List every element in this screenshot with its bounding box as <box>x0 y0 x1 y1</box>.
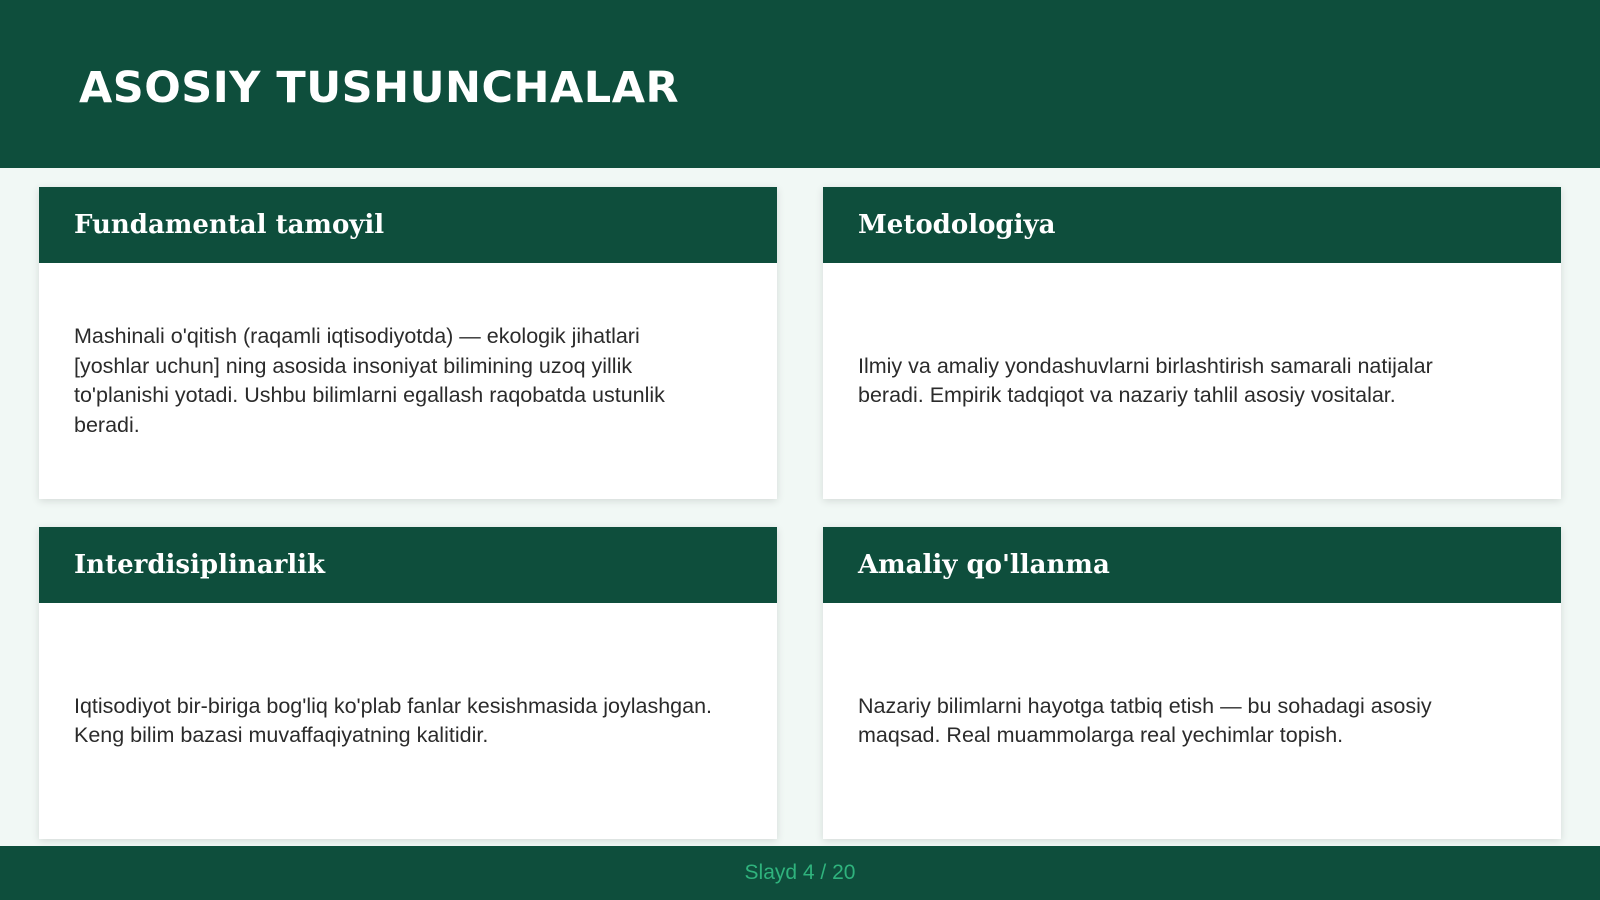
card-title: Interdisiplinarlik <box>74 550 326 580</box>
card-title: Fundamental tamoyil <box>74 210 385 240</box>
card-body <box>39 263 777 499</box>
card-metodologiya <box>823 187 1561 499</box>
slide-footer <box>0 846 1600 900</box>
card-text: Nazariy bilimlarni hayotga tatbiq etish — bu sohadagi asosiy maqsad. Real muammolarga real yechimlar topish. <box>858 693 1432 747</box>
card-body <box>823 603 1561 839</box>
card-header <box>823 527 1561 603</box>
card-amaliy-qollanma <box>823 527 1561 839</box>
card-text: Ilmiy va amaliy yondashuvlarni birlashtirish samarali natijalar beradi. Empirik tadqiqot va nazariy tahlil asosiy vositalar. <box>858 353 1433 407</box>
card-interdisiplinarlik <box>39 527 777 839</box>
slide-title: ASOSIY TUSHUNCHALAR <box>79 63 680 113</box>
card-text: Mashinali o'qitish (raqamli iqtisodiyotda) — ekologik jihatlari [yoshlar uchun] ning asosida insoniyat bilimining uzoq yillik to'planishi yotadi. Ushbu bilimlarni egallash raqobatda ustunlik beradi. <box>74 324 665 437</box>
card-title: Amaliy qo'llanma <box>858 550 1110 580</box>
card-header <box>823 187 1561 263</box>
card-body <box>39 603 777 839</box>
slide-header <box>0 0 1600 168</box>
slide-number: Slayd 4 / 20 <box>744 861 856 884</box>
card-body <box>823 263 1561 499</box>
card-header <box>39 187 777 263</box>
card-header <box>39 527 777 603</box>
card-title: Metodologiya <box>858 210 1056 240</box>
card-text: Iqtisodiyot bir-biriga bog'liq ko'plab fanlar kesishmasida joylashgan. Keng bilim bazasi muvaffaqiyatning kalitidir. <box>74 693 713 747</box>
card-fundamental-tamoyil <box>39 187 777 499</box>
